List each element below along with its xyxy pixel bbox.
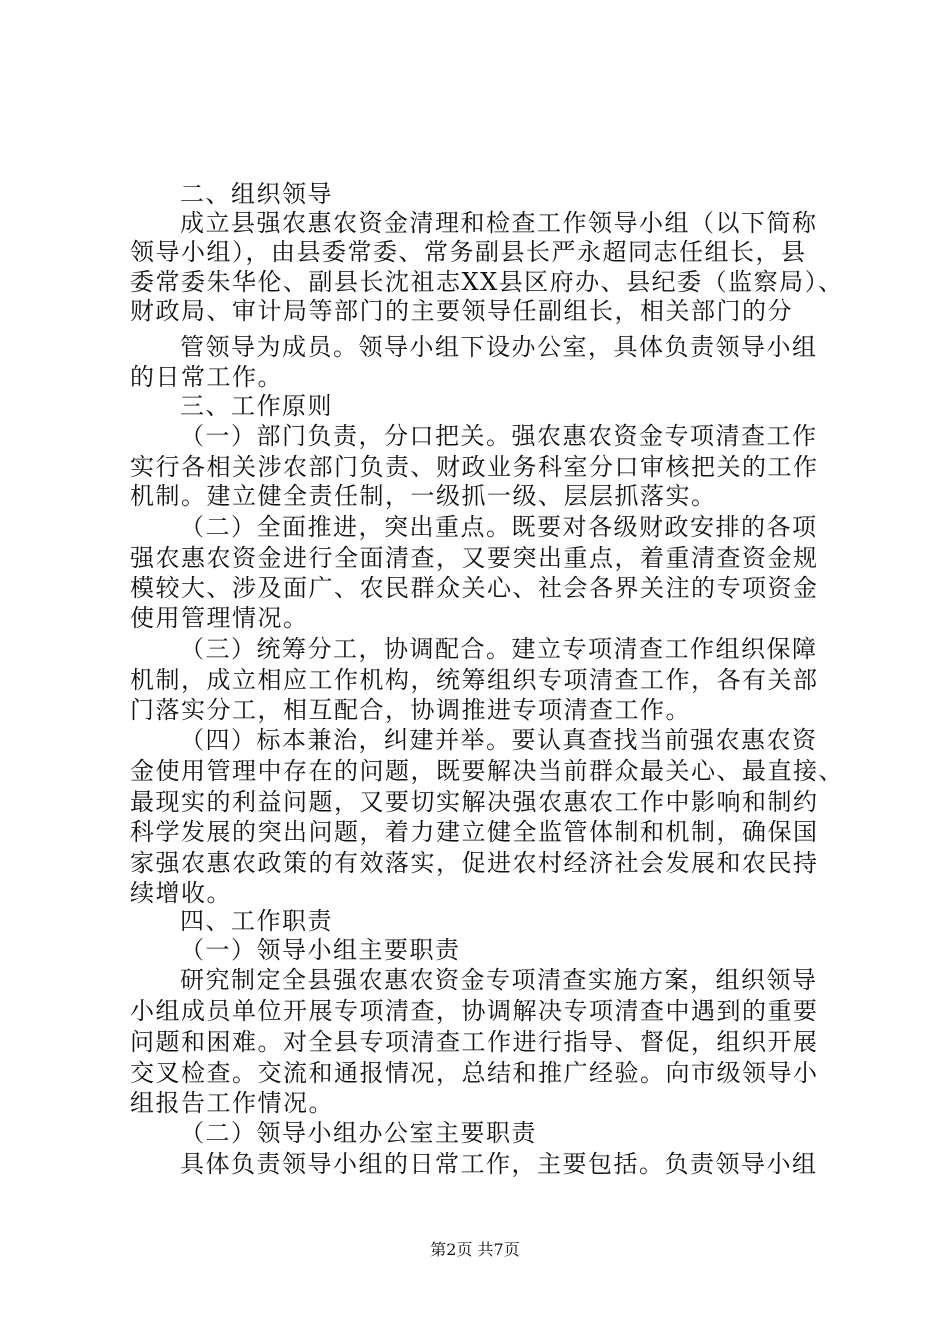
paragraph-line: 成立县强农惠农资金清理和检查工作领导小组（以下简称: [180, 209, 818, 237]
paragraph-line: 财政局、审计局等部门的主要领导任副组长，相关部门的分: [130, 297, 793, 325]
paragraph-line: 科学发展的突出问题，着力建立健全监管体制和机制，确保国: [130, 818, 819, 846]
paragraph-line: 门落实分工，相互配合，协调推进专项清查工作。: [130, 696, 691, 724]
paragraph-line: 交叉检查。交流和通报情况，总结和推广经验。向市级领导小: [130, 1059, 819, 1087]
paragraph-line: 家强农惠农政策的有效落实，促进农村经济社会发展和农民持: [130, 849, 819, 877]
paragraph-line: 机制。建立健全责任制，一级抓一级、层层抓落实。: [130, 482, 717, 510]
heading-responsibilities: 四、工作职责: [180, 907, 333, 935]
page-number: 第2页 共7页: [430, 1240, 520, 1259]
paragraph-line: 使用管理情况。: [130, 604, 309, 632]
paragraph-line: （一）部门负责，分口把关。强农惠农资金专项清查工作: [180, 422, 818, 450]
paragraph-line: 的日常工作。: [130, 363, 283, 391]
paragraph-line: 小组成员单位开展专项清查，协调解决专项清查中遇到的重要: [130, 997, 819, 1025]
paragraph-line: （三）统筹分工，协调配合。建立专项清查工作组织保障: [180, 635, 818, 663]
heading-organization: 二、组织领导: [180, 180, 333, 208]
paragraph-line: 机制，成立相应工作机构，统筹组织专项清查工作，各有关部: [130, 666, 819, 694]
paragraph-line: 组报告工作情况。: [130, 1089, 334, 1117]
subheading-group-duties: （一）领导小组主要职责: [180, 936, 461, 964]
paragraph-line: （四）标本兼治，纠建并举。要认真查找当前强农惠农资: [180, 726, 818, 754]
paragraph-line: 模较大、涉及面广、农民群众关心、社会各界关注的专项资金: [130, 574, 819, 602]
paragraph-line: 管领导为成员。领导小组下设办公室，具体负责领导小组: [180, 333, 818, 361]
paragraph-line: 委常委朱华伦、副县长沈祖志XX县区府办、县纪委（监察局）、: [130, 268, 844, 296]
paragraph-line: 强农惠农资金进行全面清查，又要突出重点，着重清查资金规: [130, 544, 819, 572]
paragraph-line: 问题和困难。对全县专项清查工作进行指导、督促，组织开展: [130, 1028, 819, 1056]
paragraph-line: 续增收。: [130, 879, 232, 907]
paragraph-line: 金使用管理中存在的问题，既要解决当前群众最关心、最直接、: [130, 757, 844, 785]
paragraph-line: 实行各相关涉农部门负责、财政业务科室分口审核把关的工作: [130, 453, 819, 481]
heading-principles: 三、工作原则: [180, 392, 333, 420]
paragraph-line: （二）全面推进，突出重点。既要对各级财政安排的各项: [180, 513, 818, 541]
paragraph-line: 领导小组），由县委常委、常务副县长严永超同志任组长，县: [130, 238, 807, 266]
paragraph-line: 研究制定全县强农惠农资金专项清查实施方案，组织领导: [180, 966, 818, 994]
paragraph-line: 最现实的利益问题，又要切实解决强农惠农工作中影响和制约: [130, 788, 819, 816]
subheading-office-duties: （二）领导小组办公室主要职责: [180, 1119, 537, 1147]
paragraph-line: 具体负责领导小组的日常工作，主要包括。负责领导小组: [180, 1150, 818, 1178]
